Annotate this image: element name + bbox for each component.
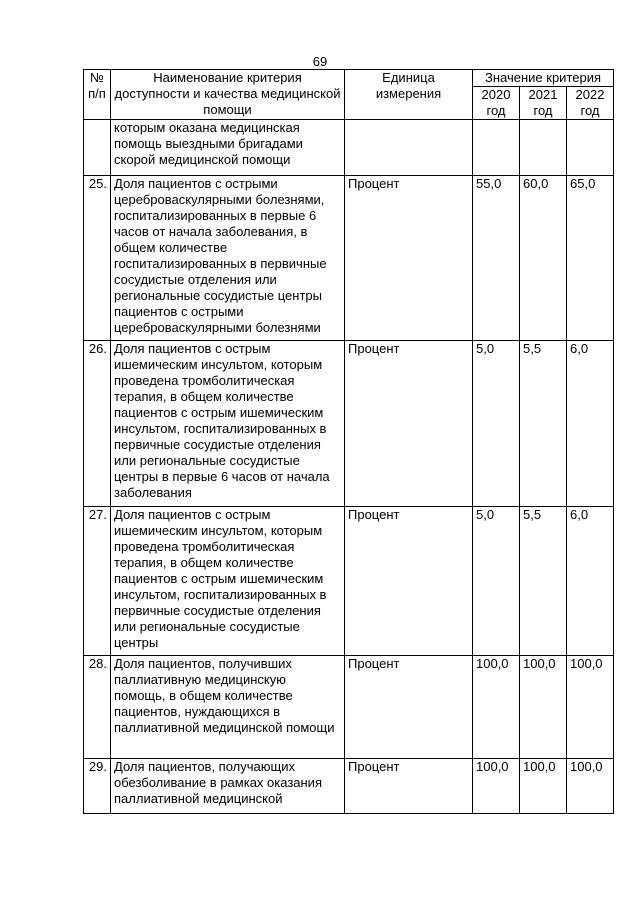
header-row-top [84,70,614,87]
row-criterion: Доля пациентов с острыми цереброваскулярными болезнями, госпитализированных в первые 6 часов от начала заболевания, в общем количестве госпитализированных в первичные сосудистые отделения или региональные сосудистые центры пациентов с острыми цереброваскулярными болезнями [111,176,345,341]
row-unit: Процент [345,507,473,656]
header-num: № п/п [84,70,111,120]
row-criterion: Доля пациентов, получающих обезболивание в рамках оказания паллиативной медицинской [111,759,345,814]
row-unit: Процент [345,759,473,814]
row-value-2021: 5,5 [520,341,567,507]
table-row [84,759,614,814]
row-num: 26. [84,341,111,507]
page-number: 69 [312,54,328,69]
row-criterion: которым оказана медицинская помощь выездными бригадами скорой медицинской помощи [111,120,345,176]
row-value-2021: 5,5 [520,507,567,656]
row-value-2022 [567,120,614,176]
row-criterion: Доля пациентов с острым ишемическим инсультом, которым проведена тромболитическая терапия, в общем количестве пациентов с острым ишемическим инсультом, госпитализированных в первичные сосудистые отделения или региональные сосудистые центры в первые 6 часов от начала заболевания [111,341,345,507]
row-value-2022: 65,0 [567,176,614,341]
row-unit: Процент [345,656,473,759]
row-value-2021: 100,0 [520,759,567,814]
table-row [84,507,614,656]
table-row [84,656,614,759]
table-row [84,341,614,507]
table-row [84,176,614,341]
header-year-2022: 2022 год [567,87,614,120]
row-num: 28. [84,656,111,759]
row-num: 25. [84,176,111,341]
row-criterion: Доля пациентов, получивших паллиативную медицинскую помощь, в общем количестве пациентов, нуждающихся в паллиативной медицинской помощи [111,656,345,759]
row-criterion: Доля пациентов с острым ишемическим инсультом, которым проведена тромболитическая терапия, в общем количестве пациентов с острым ишемическим инсультом, госпитализированных в первичные сосудистые отделения или региональные сосудистые центры [111,507,345,656]
row-value-2021: 60,0 [520,176,567,341]
row-value-2020: 100,0 [473,656,520,759]
row-value-2022: 100,0 [567,759,614,814]
row-value-2020: 100,0 [473,759,520,814]
row-value-2020: 5,0 [473,341,520,507]
row-value-2022: 6,0 [567,507,614,656]
row-value-2020 [473,120,520,176]
row-value-2020: 5,0 [473,507,520,656]
row-num: 27. [84,507,111,656]
header-name: Наименование критерия доступности и качества медицинской помощи [111,70,345,120]
header-year-2020: 2020 год [473,87,520,120]
row-num [84,120,111,176]
row-unit: Процент [345,176,473,341]
row-value-2020: 55,0 [473,176,520,341]
row-unit: Процент [345,341,473,507]
header-unit: Единица измерения [345,70,473,120]
header-year-2021: 2021 год [520,87,567,120]
row-value-2022: 100,0 [567,656,614,759]
row-unit [345,120,473,176]
row-value-2021: 100,0 [520,656,567,759]
row-num: 29. [84,759,111,814]
row-value-2022: 6,0 [567,341,614,507]
header-value-group: Значение критерия [473,70,614,87]
table-row [84,120,614,176]
row-value-2021 [520,120,567,176]
criteria-table [83,69,614,814]
